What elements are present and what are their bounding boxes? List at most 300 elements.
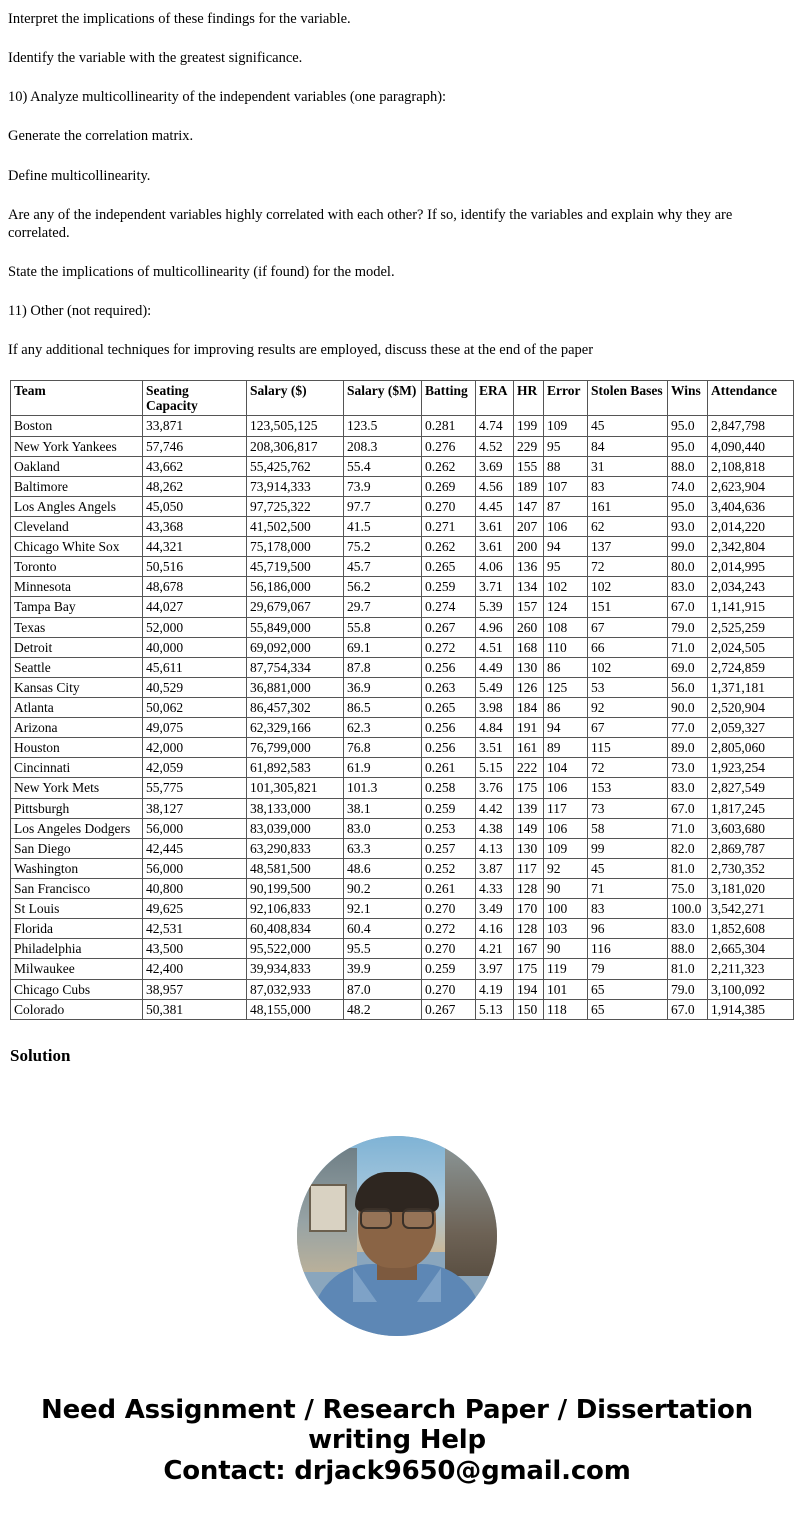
table-cell: 0.265 — [422, 557, 476, 577]
column-header-attendance: Attendance — [708, 381, 794, 416]
table-cell: 36.9 — [344, 677, 422, 697]
table-cell: 55.4 — [344, 456, 422, 476]
table-cell: 5.13 — [476, 999, 514, 1019]
table-cell: 2,520,904 — [708, 698, 794, 718]
table-cell: 97.7 — [344, 496, 422, 516]
table-cell: 67.0 — [668, 597, 708, 617]
table-cell: 52,000 — [143, 617, 247, 637]
table-cell: 118 — [544, 999, 588, 1019]
table-cell: 45,050 — [143, 496, 247, 516]
table-cell: 73.0 — [668, 758, 708, 778]
table-row — [11, 517, 794, 537]
table-cell: 0.256 — [422, 738, 476, 758]
table-cell: 100 — [544, 899, 588, 919]
table-cell: 83 — [588, 476, 668, 496]
paragraph-7: State the implications of multicollinearity (if found) for the model. — [8, 263, 395, 280]
table-cell: 36,881,000 — [247, 677, 344, 697]
table-cell: 80.0 — [668, 557, 708, 577]
column-header-salary-millions: Salary ($M) — [344, 381, 422, 416]
table-cell: 106 — [544, 818, 588, 838]
table-cell: 42,531 — [143, 919, 247, 939]
table-cell: 125 — [544, 677, 588, 697]
table-cell: 0.272 — [422, 919, 476, 939]
paragraph-3: 10) Analyze multicollinearity of the independent variables (one paragraph): — [8, 89, 447, 106]
table-cell: 229 — [514, 436, 544, 456]
table-cell-team: Milwaukee — [11, 959, 143, 979]
column-header-era: ERA — [476, 381, 514, 416]
table-row — [11, 999, 794, 1019]
table-cell: 62,329,166 — [247, 718, 344, 738]
table-row — [11, 577, 794, 597]
table-cell: 71.0 — [668, 637, 708, 657]
table-cell: 161 — [588, 496, 668, 516]
table-cell: 95.0 — [668, 416, 708, 436]
table-cell: 87.0 — [344, 979, 422, 999]
table-cell: 50,516 — [143, 557, 247, 577]
table-cell: 56.2 — [344, 577, 422, 597]
paragraph-5: Define multicollinearity. — [8, 167, 151, 184]
table-cell: 4.84 — [476, 718, 514, 738]
table-cell: 65 — [588, 979, 668, 999]
table-cell: 62.3 — [344, 718, 422, 738]
table-cell: 95,522,000 — [247, 939, 344, 959]
table-cell: 4.13 — [476, 838, 514, 858]
table-cell: 60,408,834 — [247, 919, 344, 939]
table-cell: 88 — [544, 456, 588, 476]
table-cell: 62 — [588, 517, 668, 537]
table-row — [11, 537, 794, 557]
table-cell: 95 — [544, 436, 588, 456]
table-cell: 83.0 — [344, 818, 422, 838]
table-cell: 2,024,505 — [708, 637, 794, 657]
table-row — [11, 919, 794, 939]
table-cell: 39,934,833 — [247, 959, 344, 979]
table-cell: 4.51 — [476, 637, 514, 657]
table-cell: 71 — [588, 878, 668, 898]
table-cell: 69.0 — [668, 657, 708, 677]
table-cell: 3.97 — [476, 959, 514, 979]
table-cell: 99.0 — [668, 537, 708, 557]
table-cell: 57,746 — [143, 436, 247, 456]
table-row — [11, 778, 794, 798]
solution-heading: Solution — [10, 1045, 71, 1065]
paragraph-9: If any additional techniques for improving results are employed, discuss these at the end of the paper — [8, 342, 594, 359]
table-cell: 50,381 — [143, 999, 247, 1019]
table-row — [11, 436, 794, 456]
table-cell: 101.3 — [344, 778, 422, 798]
table-row — [11, 878, 794, 898]
table-cell: 61,892,583 — [247, 758, 344, 778]
table-row — [11, 899, 794, 919]
column-header-salary: Salary ($) — [247, 381, 344, 416]
table-cell: 0.271 — [422, 517, 476, 537]
paragraph-6: Are any of the independent variables highly correlated with each other? If so, identify the variables and explain why they are correlated. — [8, 206, 733, 241]
table-cell: 102 — [544, 577, 588, 597]
table-cell: 79.0 — [668, 617, 708, 637]
avatar — [297, 1136, 497, 1336]
table-cell: 184 — [514, 698, 544, 718]
table-cell: 126 — [514, 677, 544, 697]
table-cell: 199 — [514, 416, 544, 436]
table-cell: 104 — [544, 758, 588, 778]
table-cell: 4.49 — [476, 657, 514, 677]
column-header-team: Team — [11, 381, 143, 416]
table-cell: 0.259 — [422, 577, 476, 597]
table-cell: 3.49 — [476, 899, 514, 919]
table-cell: 194 — [514, 979, 544, 999]
paragraph-1: Interpret the implications of these findings for the variable. — [8, 11, 351, 27]
table-cell: 2,034,243 — [708, 577, 794, 597]
table-cell: 0.261 — [422, 878, 476, 898]
table-cell: 87 — [544, 496, 588, 516]
table-cell: 3.61 — [476, 537, 514, 557]
table-cell: 86 — [544, 698, 588, 718]
table-cell: 123.5 — [344, 416, 422, 436]
table-cell: 67 — [588, 617, 668, 637]
table-cell: 117 — [544, 798, 588, 818]
table-cell: 2,059,327 — [708, 718, 794, 738]
table-cell-team: Seattle — [11, 657, 143, 677]
table-cell: 48,155,000 — [247, 999, 344, 1019]
table-row — [11, 798, 794, 818]
table-cell: 4.33 — [476, 878, 514, 898]
table-cell: 0.256 — [422, 718, 476, 738]
table-cell: 44,027 — [143, 597, 247, 617]
table-cell-team: Atlanta — [11, 698, 143, 718]
table-cell: 69.1 — [344, 637, 422, 657]
table-cell: 38,957 — [143, 979, 247, 999]
table-cell: 38,133,000 — [247, 798, 344, 818]
photo-background-picture-frame — [309, 1184, 347, 1232]
table-row — [11, 637, 794, 657]
table-cell: 3.98 — [476, 698, 514, 718]
table-cell-team: Colorado — [11, 999, 143, 1019]
table-cell: 3.51 — [476, 738, 514, 758]
table-cell-team: Baltimore — [11, 476, 143, 496]
table-cell: 29,679,067 — [247, 597, 344, 617]
table-cell: 55.8 — [344, 617, 422, 637]
table-cell: 3,181,020 — [708, 878, 794, 898]
table-cell: 170 — [514, 899, 544, 919]
table-cell: 4,090,440 — [708, 436, 794, 456]
table-cell: 1,914,385 — [708, 999, 794, 1019]
table-cell: 207 — [514, 517, 544, 537]
table-cell: 86.5 — [344, 698, 422, 718]
table-cell: 4.56 — [476, 476, 514, 496]
table-cell: 3,542,271 — [708, 899, 794, 919]
table-cell: 73 — [588, 798, 668, 818]
table-cell: 136 — [514, 557, 544, 577]
table-cell: 153 — [588, 778, 668, 798]
table-cell: 69,092,000 — [247, 637, 344, 657]
table-cell: 43,500 — [143, 939, 247, 959]
table-cell: 108 — [544, 617, 588, 637]
table-cell-team: St Louis — [11, 899, 143, 919]
table-cell-team: Tampa Bay — [11, 597, 143, 617]
table-cell: 109 — [544, 838, 588, 858]
table-cell: 0.253 — [422, 818, 476, 838]
table-cell: 84 — [588, 436, 668, 456]
table-cell-team: Washington — [11, 858, 143, 878]
table-row — [11, 718, 794, 738]
table-cell: 0.259 — [422, 959, 476, 979]
table-cell: 55,849,000 — [247, 617, 344, 637]
table-cell: 45.7 — [344, 557, 422, 577]
table-cell: 73,914,333 — [247, 476, 344, 496]
table-cell: 0.269 — [422, 476, 476, 496]
table-cell: 31 — [588, 456, 668, 476]
table-cell: 167 — [514, 939, 544, 959]
table-cell: 175 — [514, 778, 544, 798]
column-header-wins: Wins — [668, 381, 708, 416]
table-cell: 222 — [514, 758, 544, 778]
table-cell: 117 — [514, 858, 544, 878]
table-cell: 0.256 — [422, 657, 476, 677]
table-cell: 123,505,125 — [247, 416, 344, 436]
table-cell: 95.0 — [668, 436, 708, 456]
table-cell: 116 — [588, 939, 668, 959]
table-row — [11, 959, 794, 979]
table-cell: 2,108,818 — [708, 456, 794, 476]
table-cell: 134 — [514, 577, 544, 597]
table-cell: 102 — [588, 657, 668, 677]
table-cell: 4.21 — [476, 939, 514, 959]
table-cell: 2,847,798 — [708, 416, 794, 436]
author-photo-container — [8, 1136, 786, 1341]
table-cell: 77.0 — [668, 718, 708, 738]
table-cell: 92,106,833 — [247, 899, 344, 919]
table-cell: 42,400 — [143, 959, 247, 979]
table-cell: 95.5 — [344, 939, 422, 959]
table-row — [11, 496, 794, 516]
table-cell: 42,059 — [143, 758, 247, 778]
table-cell: 2,342,804 — [708, 537, 794, 557]
table-cell: 157 — [514, 597, 544, 617]
table-cell: 0.258 — [422, 778, 476, 798]
column-header-seating-capacity: Seating Capacity — [143, 381, 247, 416]
table-cell: 191 — [514, 718, 544, 738]
paragraph-8: 11) Other (not required): — [8, 303, 152, 319]
table-cell: 130 — [514, 838, 544, 858]
table-cell: 0.270 — [422, 899, 476, 919]
table-cell: 55,425,762 — [247, 456, 344, 476]
paragraph-2: Identify the variable with the greatest significance. — [8, 50, 303, 67]
table-cell: 67.0 — [668, 999, 708, 1019]
column-header-batting: Batting — [422, 381, 476, 416]
table-cell: 0.270 — [422, 979, 476, 999]
table-cell: 41,502,500 — [247, 517, 344, 537]
table-cell: 2,827,549 — [708, 778, 794, 798]
table-cell: 0.272 — [422, 637, 476, 657]
table-cell: 0.257 — [422, 838, 476, 858]
table-cell: 73.9 — [344, 476, 422, 496]
contact-call-to-action — [8, 1395, 786, 1487]
table-cell: 96 — [588, 919, 668, 939]
table-cell-team: Pittsburgh — [11, 798, 143, 818]
table-cell: 3.76 — [476, 778, 514, 798]
table-cell: 83.0 — [668, 919, 708, 939]
table-cell: 102 — [588, 577, 668, 597]
table-cell: 56,000 — [143, 818, 247, 838]
table-cell-team: San Diego — [11, 838, 143, 858]
table-cell: 72 — [588, 758, 668, 778]
table-cell: 5.49 — [476, 677, 514, 697]
table-cell: 83.0 — [668, 778, 708, 798]
table-cell: 58 — [588, 818, 668, 838]
table-cell: 29.7 — [344, 597, 422, 617]
photo-background-wall-right — [445, 1136, 497, 1276]
table-cell: 208,306,817 — [247, 436, 344, 456]
table-cell: 109 — [544, 416, 588, 436]
table-cell: 107 — [544, 476, 588, 496]
table-cell: 40,529 — [143, 677, 247, 697]
table-cell: 75.2 — [344, 537, 422, 557]
table-cell: 4.96 — [476, 617, 514, 637]
table-cell: 83,039,000 — [247, 818, 344, 838]
table-row — [11, 456, 794, 476]
table-cell: 106 — [544, 778, 588, 798]
table-row — [11, 657, 794, 677]
table-cell: 61.9 — [344, 758, 422, 778]
table-cell: 0.263 — [422, 677, 476, 697]
table-cell: 43,662 — [143, 456, 247, 476]
table-cell: 147 — [514, 496, 544, 516]
table-cell: 71.0 — [668, 818, 708, 838]
table-cell: 90.0 — [668, 698, 708, 718]
table-cell: 168 — [514, 637, 544, 657]
table-cell: 63.3 — [344, 838, 422, 858]
table-cell: 149 — [514, 818, 544, 838]
table-cell: 65 — [588, 999, 668, 1019]
table-cell: 189 — [514, 476, 544, 496]
table-cell: 99 — [588, 838, 668, 858]
glasses-icon — [360, 1208, 434, 1226]
table-cell: 4.38 — [476, 818, 514, 838]
table-cell: 2,014,220 — [708, 517, 794, 537]
table-cell: 5.39 — [476, 597, 514, 617]
table-cell: 97,725,322 — [247, 496, 344, 516]
table-body — [11, 416, 794, 1019]
table-cell: 128 — [514, 919, 544, 939]
table-cell: 74.0 — [668, 476, 708, 496]
table-cell: 33,871 — [143, 416, 247, 436]
table-cell: 48.2 — [344, 999, 422, 1019]
table-cell: 2,211,323 — [708, 959, 794, 979]
table-cell: 150 — [514, 999, 544, 1019]
table-cell-team: Arizona — [11, 718, 143, 738]
table-cell: 2,724,859 — [708, 657, 794, 677]
table-row — [11, 617, 794, 637]
table-cell: 49,625 — [143, 899, 247, 919]
table-cell: 39.9 — [344, 959, 422, 979]
table-cell: 89 — [544, 738, 588, 758]
table-cell: 92.1 — [344, 899, 422, 919]
table-cell: 83 — [588, 899, 668, 919]
table-cell-team: Cleveland — [11, 517, 143, 537]
table-cell: 4.16 — [476, 919, 514, 939]
table-cell-team: Chicago White Sox — [11, 537, 143, 557]
table-cell: 38,127 — [143, 798, 247, 818]
table-cell: 94 — [544, 718, 588, 738]
table-row — [11, 416, 794, 436]
table-cell: 86 — [544, 657, 588, 677]
table-cell: 1,852,608 — [708, 919, 794, 939]
table-row — [11, 858, 794, 878]
table-cell: 83.0 — [668, 577, 708, 597]
table-cell: 45 — [588, 858, 668, 878]
table-cell: 101,305,821 — [247, 778, 344, 798]
table-cell: 0.262 — [422, 537, 476, 557]
table-row — [11, 677, 794, 697]
table-cell: 5.15 — [476, 758, 514, 778]
column-header-stolen-bases: Stolen Bases — [588, 381, 668, 416]
table-cell-team: Chicago Cubs — [11, 979, 143, 999]
table-cell-team: Minnesota — [11, 577, 143, 597]
table-cell: 4.19 — [476, 979, 514, 999]
table-cell: 95.0 — [668, 496, 708, 516]
table-row — [11, 939, 794, 959]
table-cell: 79 — [588, 959, 668, 979]
column-header-error: Error — [544, 381, 588, 416]
table-cell: 94 — [544, 537, 588, 557]
table-cell: 137 — [588, 537, 668, 557]
photo-hair — [355, 1172, 439, 1212]
table-cell: 0.261 — [422, 758, 476, 778]
table-cell: 3.69 — [476, 456, 514, 476]
table-cell: 200 — [514, 537, 544, 557]
table-cell: 88.0 — [668, 456, 708, 476]
table-cell: 86,457,302 — [247, 698, 344, 718]
table-cell: 56,186,000 — [247, 577, 344, 597]
table-cell: 88.0 — [668, 939, 708, 959]
table-cell: 56,000 — [143, 858, 247, 878]
table-cell: 79.0 — [668, 979, 708, 999]
table-cell: 2,730,352 — [708, 858, 794, 878]
table-cell: 72 — [588, 557, 668, 577]
table-cell: 100.0 — [668, 899, 708, 919]
table-cell: 260 — [514, 617, 544, 637]
table-cell: 3.61 — [476, 517, 514, 537]
table-cell: 60.4 — [344, 919, 422, 939]
table-cell: 90.2 — [344, 878, 422, 898]
table-cell: 4.74 — [476, 416, 514, 436]
table-cell: 67 — [588, 718, 668, 738]
table-cell: 0.259 — [422, 798, 476, 818]
table-cell: 76,799,000 — [247, 738, 344, 758]
table-cell: 0.270 — [422, 939, 476, 959]
table-row — [11, 838, 794, 858]
table-cell: 81.0 — [668, 858, 708, 878]
table-cell: 45,611 — [143, 657, 247, 677]
table-cell: 75.0 — [668, 878, 708, 898]
table-cell: 208.3 — [344, 436, 422, 456]
table-cell: 63,290,833 — [247, 838, 344, 858]
table-cell: 3.71 — [476, 577, 514, 597]
table-cell: 2,623,904 — [708, 476, 794, 496]
table-cell: 101 — [544, 979, 588, 999]
table-cell: 175 — [514, 959, 544, 979]
table-cell: 103 — [544, 919, 588, 939]
table-cell: 41.5 — [344, 517, 422, 537]
table-cell: 92 — [588, 698, 668, 718]
table-cell: 3,404,636 — [708, 496, 794, 516]
photo-collar-right — [417, 1268, 441, 1302]
table-cell: 95 — [544, 557, 588, 577]
table-row — [11, 979, 794, 999]
table-cell: 56.0 — [668, 677, 708, 697]
table-cell: 38.1 — [344, 798, 422, 818]
table-cell-team: New York Yankees — [11, 436, 143, 456]
